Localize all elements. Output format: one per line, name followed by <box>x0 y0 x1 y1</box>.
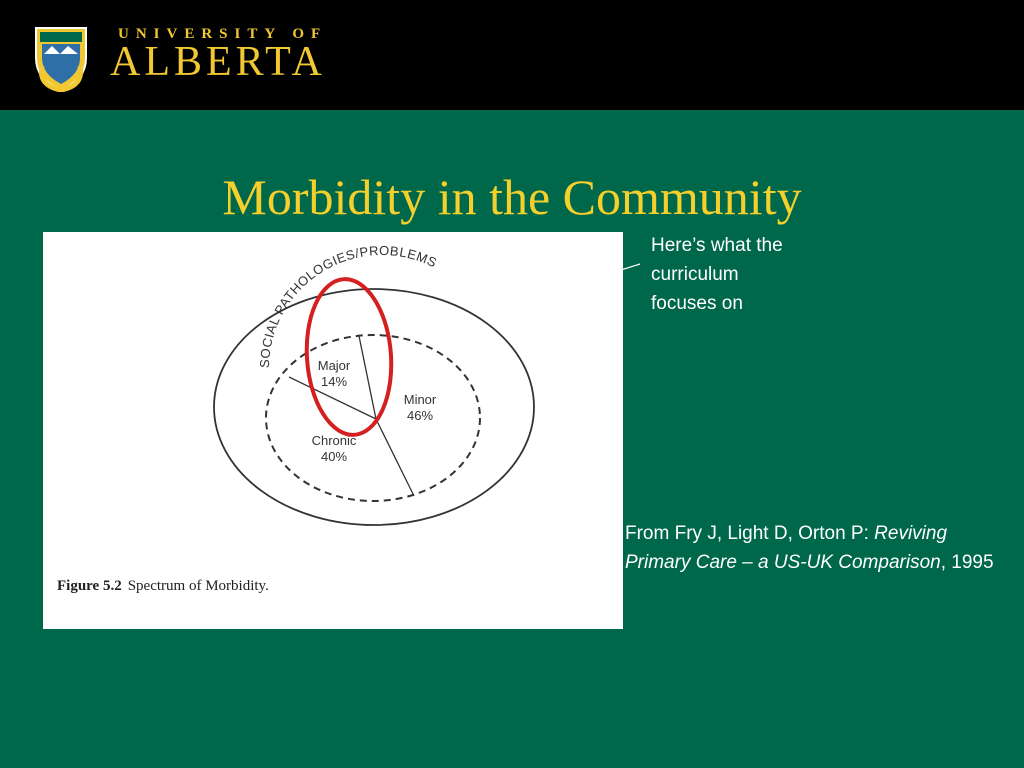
alberta-wordmark: ALBERTA <box>110 39 326 85</box>
citation-book-title: Reviving Primary Care – a US-UK Comparison <box>625 523 948 573</box>
segment-minor-percent: 46% <box>406 408 434 423</box>
segment-chronic-percent: 40% <box>320 449 348 464</box>
university-crest-icon <box>30 24 92 92</box>
segment-minor-name: Minor <box>403 392 437 407</box>
segment-divider-2 <box>359 336 376 419</box>
segment-major-name: Major <box>317 358 351 373</box>
caption-number: Figure 5.2 <box>57 578 122 594</box>
source-citation <box>625 519 1005 577</box>
citation-year: , 1995 <box>940 552 994 573</box>
callout-pointer-line <box>620 262 642 272</box>
morbidity-figure <box>43 232 623 629</box>
segment-divider-3 <box>376 419 414 496</box>
segment-major-percent: 14% <box>320 374 348 389</box>
segment-chronic-name: Chronic <box>311 433 357 448</box>
header-bar <box>0 0 1024 110</box>
callout-line-3: focuses on <box>651 293 743 314</box>
highlight-oval <box>302 276 397 437</box>
caption-text: Spectrum of Morbidity. <box>127 578 269 594</box>
callout-line-2: curriculum <box>651 264 739 285</box>
citation-prefix: From Fry J, Light D, Orton P: <box>625 523 875 544</box>
figure-caption <box>57 578 269 595</box>
spectrum-diagram <box>43 232 623 629</box>
ring-label: SOCIAL PATHOLOGIES/PROBLEMS <box>256 242 440 369</box>
callout-text <box>651 231 851 318</box>
slide-title: Morbidity in the Community <box>222 169 802 225</box>
university-of-text: UNIVERSITY OF <box>118 26 328 42</box>
callout-line-1: Here’s what the <box>651 235 783 256</box>
